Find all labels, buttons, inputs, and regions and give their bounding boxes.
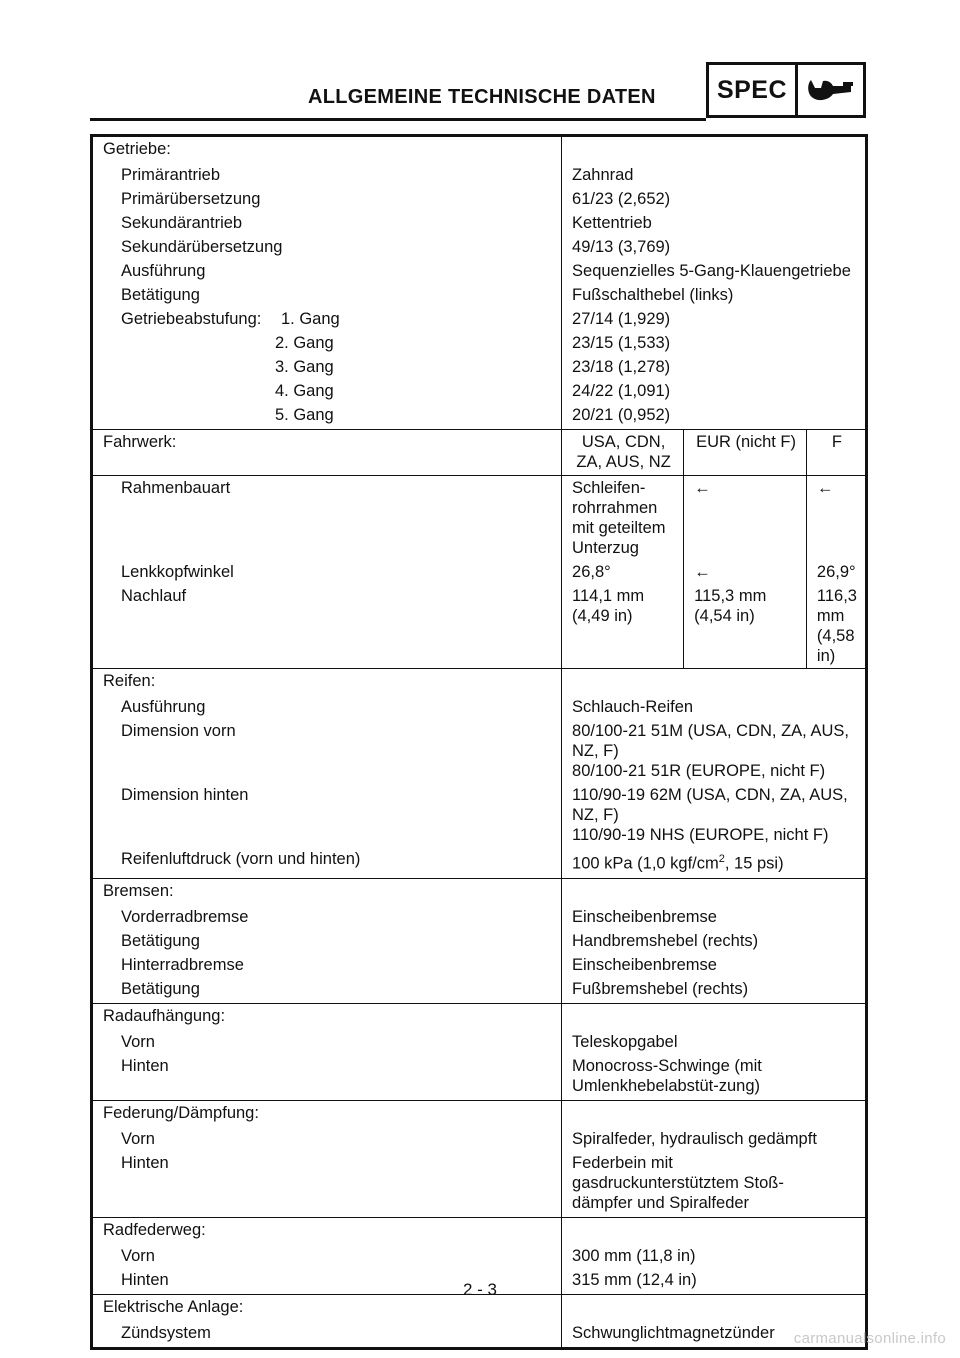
row-value: 315 mm (12,4 in) (572, 1270, 697, 1289)
row-value: Fußschalthebel (links) (572, 286, 734, 304)
gear-label: 4. Gang (92, 379, 562, 403)
table-row (92, 283, 867, 307)
row-value: Einscheibenbremse (572, 955, 717, 974)
wrench-icon (798, 65, 863, 115)
row-label: Primärantrieb (92, 163, 562, 187)
row-label: Ausführung (92, 259, 562, 283)
row-label: Betätigung (92, 977, 562, 1004)
section-fahrwerk (92, 430, 867, 476)
table-row (92, 235, 867, 259)
row-value: Schlauch-Reifen (572, 698, 694, 716)
row-label: Lenkkopfwinkel (92, 560, 562, 584)
section-radfederweg (92, 1217, 867, 1244)
row-value: Monocross-Schwinge (mit Umlenkhebelabstüt-zung) (572, 1056, 762, 1095)
row-label: Betätigung (92, 929, 562, 953)
row-label: Betätigung (92, 283, 562, 307)
table-row (92, 187, 867, 211)
row-value: Teleskopgabel (572, 1032, 678, 1051)
gear-label: 5. Gang (92, 403, 562, 430)
row-label: Vorn (92, 1030, 562, 1054)
row-label: Dimension hinten (92, 783, 562, 847)
row-label: Hinten (92, 1054, 562, 1101)
section-federung (92, 1100, 867, 1127)
table-row (92, 953, 867, 977)
table-row (92, 211, 867, 235)
row-label: Sekundärantrieb (92, 211, 562, 235)
row-label: Hinten (92, 1268, 562, 1295)
header-rule (90, 118, 706, 121)
spec-badge (706, 62, 866, 118)
row-label (92, 307, 562, 331)
row-label: Vorderradbremse (92, 905, 562, 929)
row-value: 115,3 mm (4,54 in) (684, 584, 807, 669)
row-value: 100 kPa (1,0 kgf/$cm^2$, 15 psi) (572, 853, 784, 873)
row-value: 116,3 mm (4,58 in) (806, 584, 866, 669)
table-row (92, 163, 867, 187)
watermark: carmanualsonline.info (793, 1330, 946, 1347)
column-header: EUR (nicht F) (684, 430, 807, 476)
table-row (92, 1127, 867, 1151)
row-value: Schwunglichtmagnetzünder (572, 1323, 775, 1342)
row-value: 27/14 (1,929) (572, 310, 671, 328)
row-value: 26,8° (572, 563, 611, 581)
row-label: Reifenluftdruck (vorn und hinten) (92, 847, 562, 878)
row-value: 23/15 (1,533) (572, 334, 671, 352)
section-getriebe (92, 136, 867, 164)
section-caption: Getriebe: (92, 136, 562, 164)
section-caption: Federung/Dämpfung: (92, 1100, 562, 1127)
table-row (92, 379, 867, 403)
table-row (92, 307, 867, 331)
row-value: Spiralfeder, hydraulisch gedämpft (572, 1129, 817, 1148)
row-value: 114,1 mm (4,49 in) (572, 587, 645, 625)
spec-table (90, 134, 868, 1350)
row-value: 61/23 (2,652) (572, 190, 671, 208)
table-row (92, 847, 867, 878)
section-radaufhaengung (92, 1003, 867, 1030)
table-row (92, 783, 867, 847)
row-label: Primärübersetzung (92, 187, 562, 211)
row-label: Rahmenbauart (92, 476, 562, 561)
row-label: Ausführung (92, 695, 562, 719)
row-value: Handbremshebel (rechts) (572, 931, 759, 950)
row-value (562, 719, 867, 783)
section-caption: Radaufhängung: (92, 1003, 562, 1030)
row-label: Hinten (92, 1151, 562, 1218)
row-value (562, 783, 867, 847)
table-row (92, 977, 867, 1004)
row-value: Schleifen-rohrrahmen mit geteiltem Unterzug (562, 476, 684, 561)
section-caption: Fahrwerk: (92, 430, 562, 476)
spec-label: SPEC (709, 65, 798, 115)
row-value: 300 mm (11,8 in) (572, 1246, 696, 1265)
row-label: Hinterradbremse (92, 953, 562, 977)
table-row (92, 695, 867, 719)
row-value: Kettentrieb (572, 214, 652, 232)
gear-ratio-label: Getriebeabstufung: (121, 310, 262, 328)
row-value: 49/13 (3,769) (572, 238, 671, 256)
table-row (92, 1244, 867, 1268)
gear-label: 2. Gang (92, 331, 562, 355)
table-row (92, 355, 867, 379)
row-value: Einscheibenbremse (572, 907, 717, 926)
row-value: 23/18 (1,278) (572, 358, 671, 376)
table-row (92, 1054, 867, 1101)
table-row (92, 560, 867, 584)
table-row (92, 905, 867, 929)
gear-label: 3. Gang (92, 355, 562, 379)
table-row (92, 584, 867, 669)
row-value: ← (806, 476, 866, 561)
table-row (92, 476, 867, 561)
table-row (92, 1321, 867, 1349)
row-value: 20/21 (0,952) (572, 406, 671, 424)
row-label: Vorn (92, 1127, 562, 1151)
table-row (92, 259, 867, 283)
row-value-line: 110/90-19 NHS (EUROPE, nicht F) (572, 826, 829, 844)
table-row (92, 929, 867, 953)
row-value: ← (684, 476, 807, 561)
page-number: 2 - 3 (462, 1280, 498, 1299)
table-row (92, 331, 867, 355)
section-caption: Radfederweg: (92, 1217, 562, 1244)
page-title: ALLGEMEINE TECHNISCHE DATEN (308, 86, 656, 108)
row-label: Sekundärübersetzung (92, 235, 562, 259)
gear-label: 1. Gang (281, 310, 340, 328)
section-reifen (92, 669, 867, 696)
row-value: Fußbremshebel (rechts) (572, 979, 749, 998)
section-caption: Bremsen: (92, 878, 562, 905)
table-row (92, 719, 867, 783)
table-row (92, 403, 867, 430)
section-caption: Reifen: (92, 669, 562, 696)
row-value: Zahnrad (572, 166, 634, 184)
table-row (92, 1151, 867, 1218)
section-bremsen (92, 878, 867, 905)
section-caption: Elektrische Anlage: (92, 1294, 562, 1321)
row-value: 26,9° (806, 560, 866, 584)
column-header: F (806, 430, 866, 476)
row-label: Vorn (92, 1244, 562, 1268)
row-value-line: 110/90-19 62M (USA, CDN, ZA, AUS, NZ, F) (572, 786, 848, 824)
row-label: Zündsystem (92, 1321, 562, 1349)
row-label: Nachlauf (92, 584, 562, 669)
table-row (92, 1030, 867, 1054)
column-header: USA, CDN, ZA, AUS, NZ (562, 430, 684, 476)
row-value-line: 80/100-21 51M (USA, CDN, ZA, AUS, NZ, F) (572, 722, 849, 760)
row-value: 24/22 (1,091) (572, 382, 671, 400)
row-value: Sequenzielles 5-Gang-Klauengetriebe (572, 262, 851, 280)
row-value: Federbein mit gasdruckunterstütztem Stoß-dämpfer und Spiralfeder (572, 1153, 784, 1212)
row-value-line: 80/100-21 51R (EUROPE, nicht F) (572, 762, 826, 780)
row-label: Dimension vorn (92, 719, 562, 783)
row-value: ← (684, 560, 807, 584)
